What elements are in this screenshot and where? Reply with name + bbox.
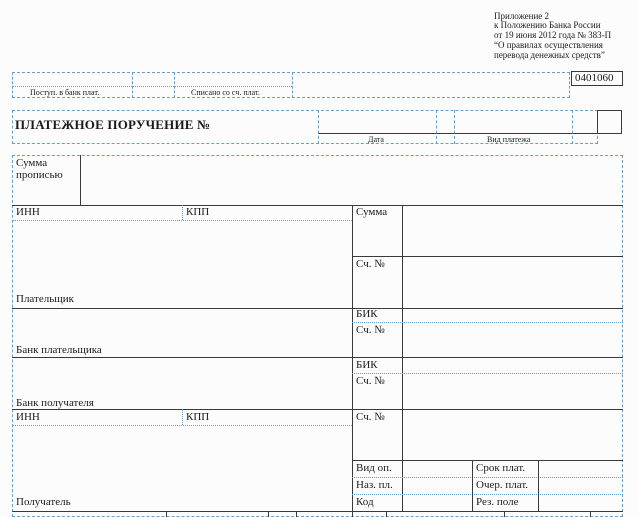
debited-date-field[interactable] bbox=[175, 73, 291, 86]
payer-bank-bik-field[interactable] bbox=[403, 309, 622, 321]
payee-bank-name-field[interactable] bbox=[14, 359, 350, 395]
header-row-midline bbox=[12, 86, 292, 87]
payee-bank-account-label: Сч. № bbox=[356, 375, 385, 387]
reserve-field[interactable] bbox=[539, 495, 622, 510]
main-left-column-divider bbox=[352, 205, 353, 517]
tax-row-top-line bbox=[12, 511, 623, 512]
payee-inn-field[interactable] bbox=[40, 411, 180, 424]
tax-divider-6 bbox=[590, 511, 591, 517]
date-label: Дата bbox=[368, 135, 384, 144]
header-divider-1 bbox=[132, 72, 133, 98]
tax-divider-5 bbox=[504, 511, 505, 517]
payment-number-field[interactable] bbox=[230, 114, 316, 132]
title-row-underline bbox=[318, 133, 597, 134]
appendix-line2: к Положению Банка России bbox=[494, 20, 601, 30]
amount-field[interactable] bbox=[403, 206, 622, 255]
payee-account-field[interactable] bbox=[403, 411, 622, 459]
header-divider-3 bbox=[292, 72, 293, 98]
payer-bank-name-field[interactable] bbox=[14, 310, 350, 342]
date-field[interactable] bbox=[319, 112, 435, 132]
payment-type-field[interactable] bbox=[455, 112, 571, 132]
payer-kpp-field[interactable] bbox=[215, 206, 350, 219]
payer-bank-section-underline bbox=[12, 357, 623, 358]
payee-name-field[interactable] bbox=[14, 427, 350, 493]
title-divider-2 bbox=[436, 110, 437, 144]
order-field[interactable] bbox=[539, 478, 622, 493]
reserve-label: Рез. поле bbox=[476, 496, 519, 508]
payer-bank-bik-label: БИК bbox=[356, 308, 378, 320]
status-code-box[interactable] bbox=[597, 110, 622, 134]
payer-inn-label: ИНН bbox=[16, 206, 40, 218]
code-field[interactable] bbox=[403, 495, 471, 510]
amount-words-label: Сумма прописью bbox=[16, 157, 63, 182]
payer-inn-kpp-divider bbox=[182, 205, 183, 220]
appendix-line1: Приложение 2 bbox=[494, 11, 550, 21]
title-divider-4 bbox=[572, 110, 573, 144]
payee-bank-label: Банк получателя bbox=[16, 397, 94, 409]
payer-bank-account-label: Сч. № bbox=[356, 324, 385, 336]
payee-inn-kpp-divider bbox=[182, 409, 183, 425]
payee-inn-underline bbox=[12, 425, 352, 426]
payee-bank-account-field[interactable] bbox=[403, 374, 622, 408]
op-type-label: Вид оп. bbox=[356, 462, 392, 474]
purpose-code-label: Наз. пл. bbox=[356, 479, 393, 491]
payer-inn-field[interactable] bbox=[40, 206, 180, 219]
received-label: Поступ. в банк плат. bbox=[30, 88, 100, 97]
purpose-code-field[interactable] bbox=[403, 478, 471, 493]
payer-name-field[interactable] bbox=[14, 222, 350, 290]
payee-bank-bik-label: БИК bbox=[356, 359, 378, 371]
payee-kpp-field[interactable] bbox=[215, 411, 350, 424]
payment-type-label: Вид платежа bbox=[487, 135, 531, 144]
tax-divider-3 bbox=[296, 511, 297, 517]
debited-label: Списано со сч. плат. bbox=[191, 88, 260, 97]
tax-divider-1 bbox=[166, 511, 167, 517]
payee-account-label: Сч. № bbox=[356, 411, 385, 423]
operation-middle-divider bbox=[472, 460, 473, 511]
payee-kpp-label: КПП bbox=[186, 411, 210, 423]
code-label: Код bbox=[356, 496, 374, 508]
payer-account-field[interactable] bbox=[403, 257, 622, 307]
payer-name-label: Плательщик bbox=[16, 293, 74, 305]
payee-name-label: Получатель bbox=[16, 496, 71, 508]
received-date-field[interactable] bbox=[13, 73, 131, 86]
payer-inn-underline bbox=[12, 220, 352, 221]
payer-account-label: Сч. № bbox=[356, 258, 385, 270]
payee-bank-section-underline bbox=[12, 409, 623, 410]
payer-bank-label: Банк плательщика bbox=[16, 344, 102, 356]
appendix-line4: “О правилах осуществления bbox=[494, 40, 603, 50]
form-title: ПЛАТЕЖНОЕ ПОРУЧЕНИЕ № bbox=[15, 117, 211, 132]
amount-label: Сумма bbox=[356, 206, 388, 218]
op-type-field[interactable] bbox=[403, 461, 471, 476]
payee-bank-bik-field[interactable] bbox=[403, 359, 622, 372]
form-code: 0401060 bbox=[575, 72, 614, 84]
payer-bank-account-field[interactable] bbox=[403, 323, 622, 356]
appendix-line5: перевода денежных средств” bbox=[494, 50, 605, 60]
tax-divider-4 bbox=[386, 511, 387, 517]
appendix-line3: от 19 июня 2012 года № 383-П bbox=[494, 30, 612, 40]
payer-kpp-label: КПП bbox=[186, 206, 210, 218]
tax-divider-2 bbox=[268, 511, 269, 517]
amount-words-field[interactable] bbox=[81, 156, 621, 204]
payee-inn-label: ИНН bbox=[16, 411, 40, 423]
term-label: Срок плат. bbox=[476, 462, 526, 474]
order-label: Очер. плат. bbox=[476, 479, 529, 491]
term-field[interactable] bbox=[539, 461, 622, 476]
